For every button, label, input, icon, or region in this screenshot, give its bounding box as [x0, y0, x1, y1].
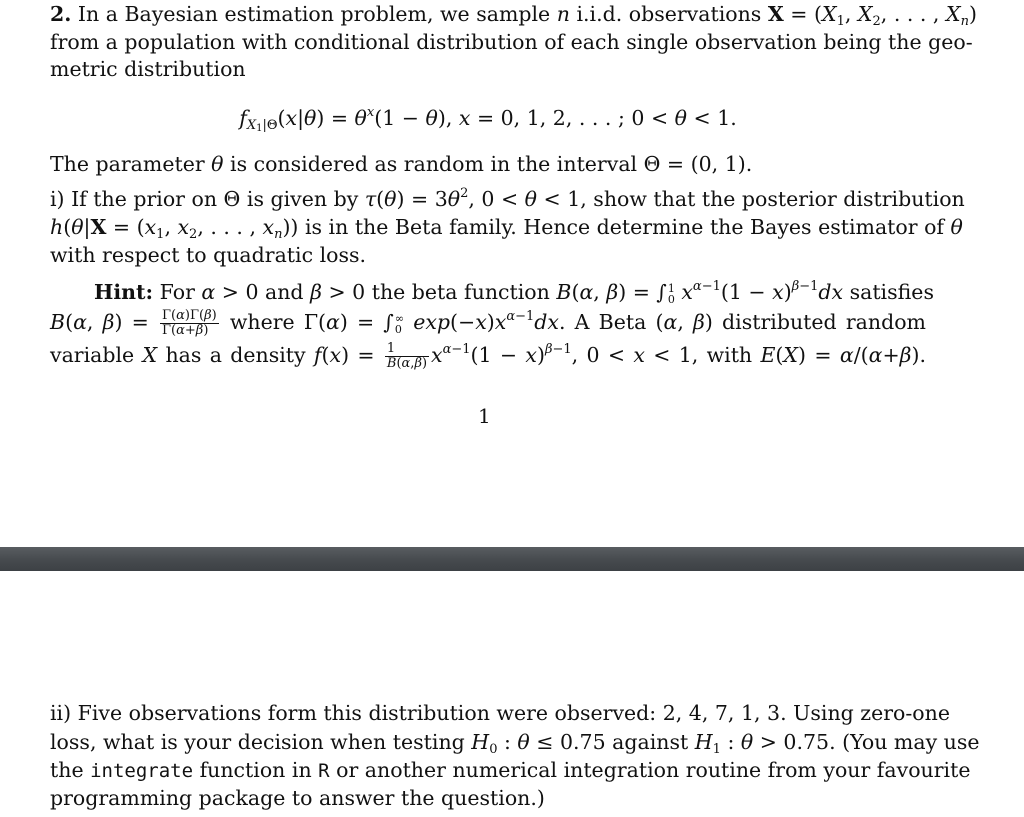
- part-i-line-2: $h(\theta|X = (x_1$, $x_2$, . . . , $x_n$)) is in the Beta family. Hence determine the Bayes estimator of θ: [50, 215, 963, 242]
- intro-line-2: from a population with conditional distribution of each single observation being the geo-: [50, 30, 973, 54]
- problem-number: 2.: [50, 2, 72, 26]
- hint-line-2: B(α, β) = $\frac{\Gamma(\alpha)\Gamma(\beta)}{\Gamma(\alpha+\beta)}$ where Γ(α) = ∫∞ 0 $\exp(-x)x^{\alpha-1}dx$. A Beta (α, β) distributed random: [50, 308, 926, 338]
- page-number: 1: [478, 404, 491, 428]
- hint-line-1: Hint: For α > 0 and β > 0 the beta function B(α, β) = ∫1 0 $x^{\alpha-1}(1 - x)^{\beta-1}dx$ satisfies: [94, 279, 934, 306]
- intro-line-1: 2. In a Bayesian estimation problem, we sample n i.i.d. observations $X = (X_1$, $X_2$, . . . , $X_n$): [50, 2, 977, 29]
- part-i-line-1: i) If the prior on Θ is given by $\tau(\theta) = 3\theta^2$, 0 < θ < 1, show that the posterior distribution: [50, 186, 965, 211]
- part-ii-line-2: loss, what is your decision when testing $H_0$ : θ ≤ 0.75 against $H_1$ : θ > 0.75. (You may use: [50, 730, 980, 757]
- hint-label: Hint:: [94, 280, 154, 304]
- part-ii-line-4: programming package to answer the question.): [50, 786, 545, 810]
- document-page-2: [0, 571, 1024, 817]
- hint-line-3: variable X has a density f(x) = $\frac{1}{B(\alpha,\beta)}$ $x^{\alpha-1}(1 - x)^{\beta-1}$, 0 < x < 1, with E(X) = α/(α+β).: [50, 341, 926, 371]
- page-separator: [0, 547, 1024, 571]
- part-i-line-3: with respect to quadratic loss.: [50, 243, 367, 267]
- pmf-equation: $f_{X_1|\Theta}(x|\theta) = \theta^x(1 - \theta)$, x = 0, 1, 2, . . . ; 0 < θ < 1.: [239, 105, 737, 134]
- part-ii-line-3: the integrate function in R or another numerical integration routine from your favourite: [50, 758, 971, 782]
- part-ii-line-1: ii) Five observations form this distribution were observed: 2, 4, 7, 1, 3. Using zero-one: [50, 701, 950, 725]
- intro-line-3: metric distribution: [50, 57, 246, 81]
- parameter-line: The parameter θ is considered as random in the interval Θ = (0, 1).: [50, 152, 753, 176]
